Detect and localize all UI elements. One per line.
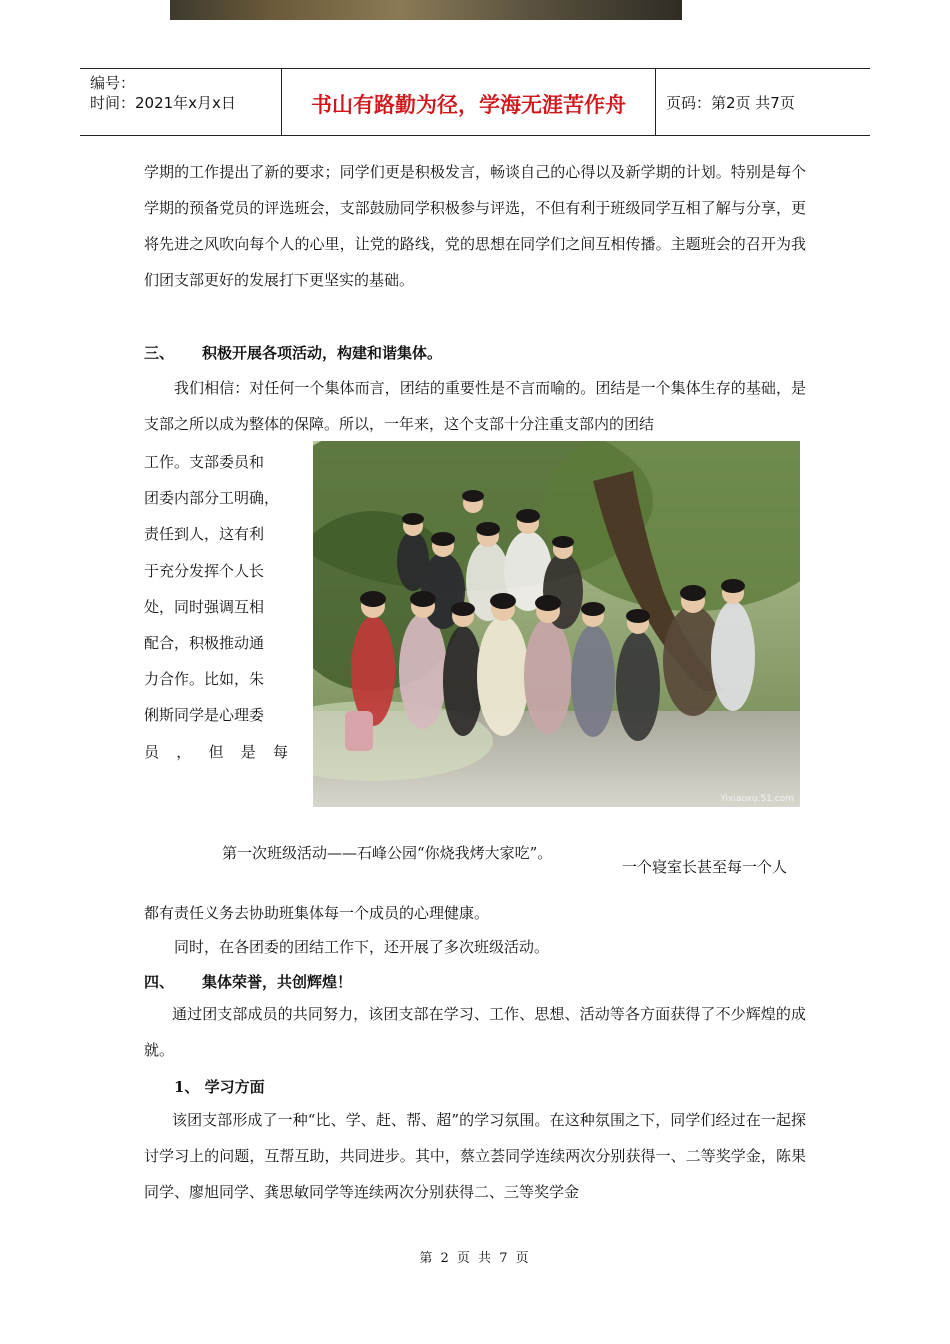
wrapped-line: 于充分发挥个人长 [144, 561, 265, 580]
header-motto: 书山有路勤为径，学海无涯苦作舟 [282, 69, 656, 135]
serial-label: 编号： [90, 74, 136, 92]
section-4-heading [144, 971, 352, 992]
wrapped-line: 配合，积极推动通 [144, 634, 265, 653]
char: 是 [240, 742, 256, 761]
page-footer: 第 2 页 共 7 页 [419, 1251, 531, 1266]
page-header [80, 68, 870, 136]
subsection-1-paragraph: 该团支部形成了一种“比、学、赶、帮、超”的学习氛围。在这种氛围之下，同学们经过在一起探讨学习上的问题，互帮互助，共同进步。其中，蔡立荟同学连续两次分别获得一、二等奖学金，陈果同学、廖旭同学、龚思敏同学等连续两次分别获得二、三等奖学金 [144, 1111, 806, 1201]
section-3-paragraph-1: 我们相信：对任何一个集体而言，团结的重要性是不言而喻的。团结是一个集体生存的基础，是支部之所以成为整体的保障。所以，一年来，这个支部十分注重支部内的团结 [144, 379, 806, 433]
wrapped-line: 责任到人，这有利 [144, 525, 265, 544]
wrapped-line: 处，同时强调互相 [144, 597, 265, 616]
section-3-heading [144, 342, 442, 363]
wrapped-text-column [144, 444, 290, 770]
group-photo [313, 441, 800, 807]
group-photo-illustration [313, 441, 800, 807]
header-meta [80, 69, 282, 135]
subsection-1-title: 1、 学习方面 [174, 1078, 265, 1096]
section-4-paragraph-1: 通过团支部成员的共同努力，该团支部在学习、工作、思想、活动等各方面获得了不少辉煌的成就。 [144, 1005, 806, 1059]
wrapped-line: 俐斯同学是心理委 [144, 706, 265, 725]
top-photo-fragment [170, 0, 682, 20]
section-3-paragraph-2: 都有责任义务去协助班集体每一个成员的心理健康。 [144, 904, 490, 922]
header-page-number: 页码：第2页 共7页 [666, 93, 795, 112]
section-4-number: 四、 [144, 973, 175, 991]
intro-paragraph: 学期的工作提出了新的要求；同学们更是积极发言，畅谈自己的心得以及新学期的计划。特别是每个学期的预备党员的评选班会，支部鼓励同学积极参与评选，不但有利于班级同学互相了解与分享，更将先进之风吹向每个人的心里，让党的路线，党的思想在同学们之间互相传播。主题班会的召开为我们团支部更好的发展打下更坚实的基础。 [144, 163, 806, 289]
wrapped-line: 工作。支部委员和 [144, 453, 265, 471]
section-3-number: 三、 [144, 344, 175, 362]
char: 员 [144, 742, 160, 761]
section-3-paragraph-3: 同时，在各团委的团结工作下，还开展了多次班级活动。 [174, 938, 550, 956]
caption-side-text: 一个寝室长甚至每一个人 [622, 858, 788, 876]
section-3-title: 积极开展各项活动，构建和谐集体。 [202, 344, 443, 362]
section-4-title: 集体荣誉，共创辉煌！ [202, 973, 353, 991]
char: 每 [272, 742, 288, 761]
wrapped-line-last [144, 734, 288, 770]
photo-caption: 第一次班级活动——石峰公园“你烧我烤大家吃”。 [222, 844, 553, 862]
wrapped-line: 力合作。比如，朱 [144, 670, 265, 689]
char: 但 [208, 742, 224, 761]
wrapped-line: 团委内部分工明确， [144, 489, 280, 508]
date-label: 时间：2021年x月x日 [90, 94, 236, 112]
char: ， [176, 742, 192, 761]
photo-watermark: Yixiaoxu.51.com [720, 794, 794, 804]
